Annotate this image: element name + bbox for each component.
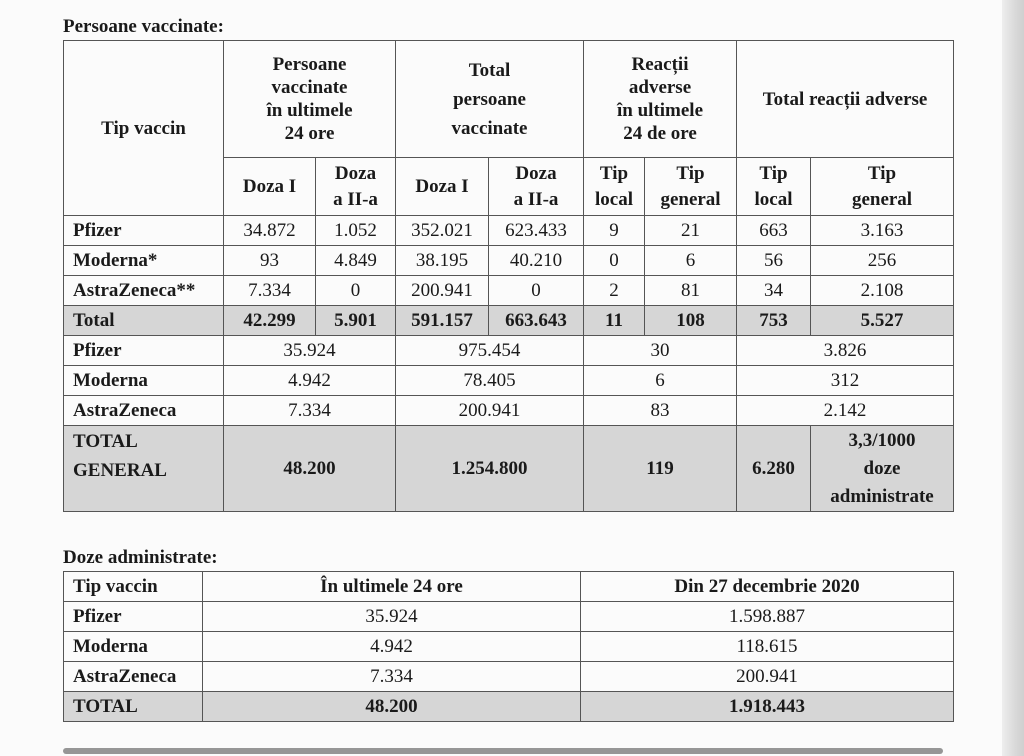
table-row: Pfizer 35.924 1.598.887 — [64, 602, 954, 632]
table-row: AstraZeneca** 7.334 0 200.941 0 2 81 34 2.108 — [64, 276, 954, 306]
table-row: AstraZeneca 7.334 200.941 — [64, 662, 954, 692]
table-row: Moderna* 93 4.849 38.195 40.210 0 6 56 256 — [64, 246, 954, 276]
header-tip-vaccin-doses: Tip vaccin — [64, 572, 203, 602]
header-tip-general-24h: Tip general — [645, 158, 737, 216]
grand-total-row: TOTAL GENERAL 48.200 1.254.800 119 6.280 3,3/1000 doze administrate — [64, 426, 954, 512]
table-row: Moderna 4.942 118.615 — [64, 632, 954, 662]
adverse-rate: 3,3/1000 doze administrate — [811, 426, 954, 512]
summary-row: AstraZeneca 7.334 200.941 83 2.142 — [64, 396, 954, 426]
page-edge-shadow — [1002, 0, 1024, 756]
total-row: Total 42.299 5.901 591.157 663.643 11 108 753 5.527 — [64, 306, 954, 336]
administered-doses-table — [63, 571, 954, 722]
summary-row: Moderna 4.942 78.405 6 312 — [64, 366, 954, 396]
header-since: Din 27 decembrie 2020 — [581, 572, 954, 602]
section-caption-persoane-vaccinate: Persoane vaccinate: — [63, 16, 224, 37]
header-last24: În ultimele 24 ore — [203, 572, 581, 602]
vaccinated-persons-table — [63, 40, 954, 512]
section-caption-doze-administrate: Doze administrate: — [63, 547, 218, 568]
header-doza1-24h: Doza I — [224, 158, 316, 216]
header-doza2-24h: Doza a II-a — [316, 158, 396, 216]
table-row: Pfizer 34.872 1.052 352.021 623.433 9 21 663 3.163 — [64, 216, 954, 246]
header-doza2-total: Doza a II-a — [489, 158, 584, 216]
header-persoane-24h: Persoane vaccinate în ultimele 24 ore — [224, 41, 396, 158]
cut-off-text-line — [63, 742, 943, 756]
header-doza1-total: Doza I — [396, 158, 489, 216]
header-total-reactii: Total reacții adverse — [737, 41, 954, 158]
summary-row: Pfizer 35.924 975.454 30 3.826 — [64, 336, 954, 366]
total-row: TOTAL 48.200 1.918.443 — [64, 692, 954, 722]
header-tip-vaccin: Tip vaccin — [64, 41, 224, 216]
header-reactii-24h: Reacții adverse în ultimele 24 de ore — [584, 41, 737, 158]
header-tip-general-total: Tip general — [811, 158, 954, 216]
header-total-persoane: Total persoane vaccinate — [396, 41, 584, 158]
header-tip-local-24h: Tip local — [584, 158, 645, 216]
header-tip-local-total: Tip local — [737, 158, 811, 216]
